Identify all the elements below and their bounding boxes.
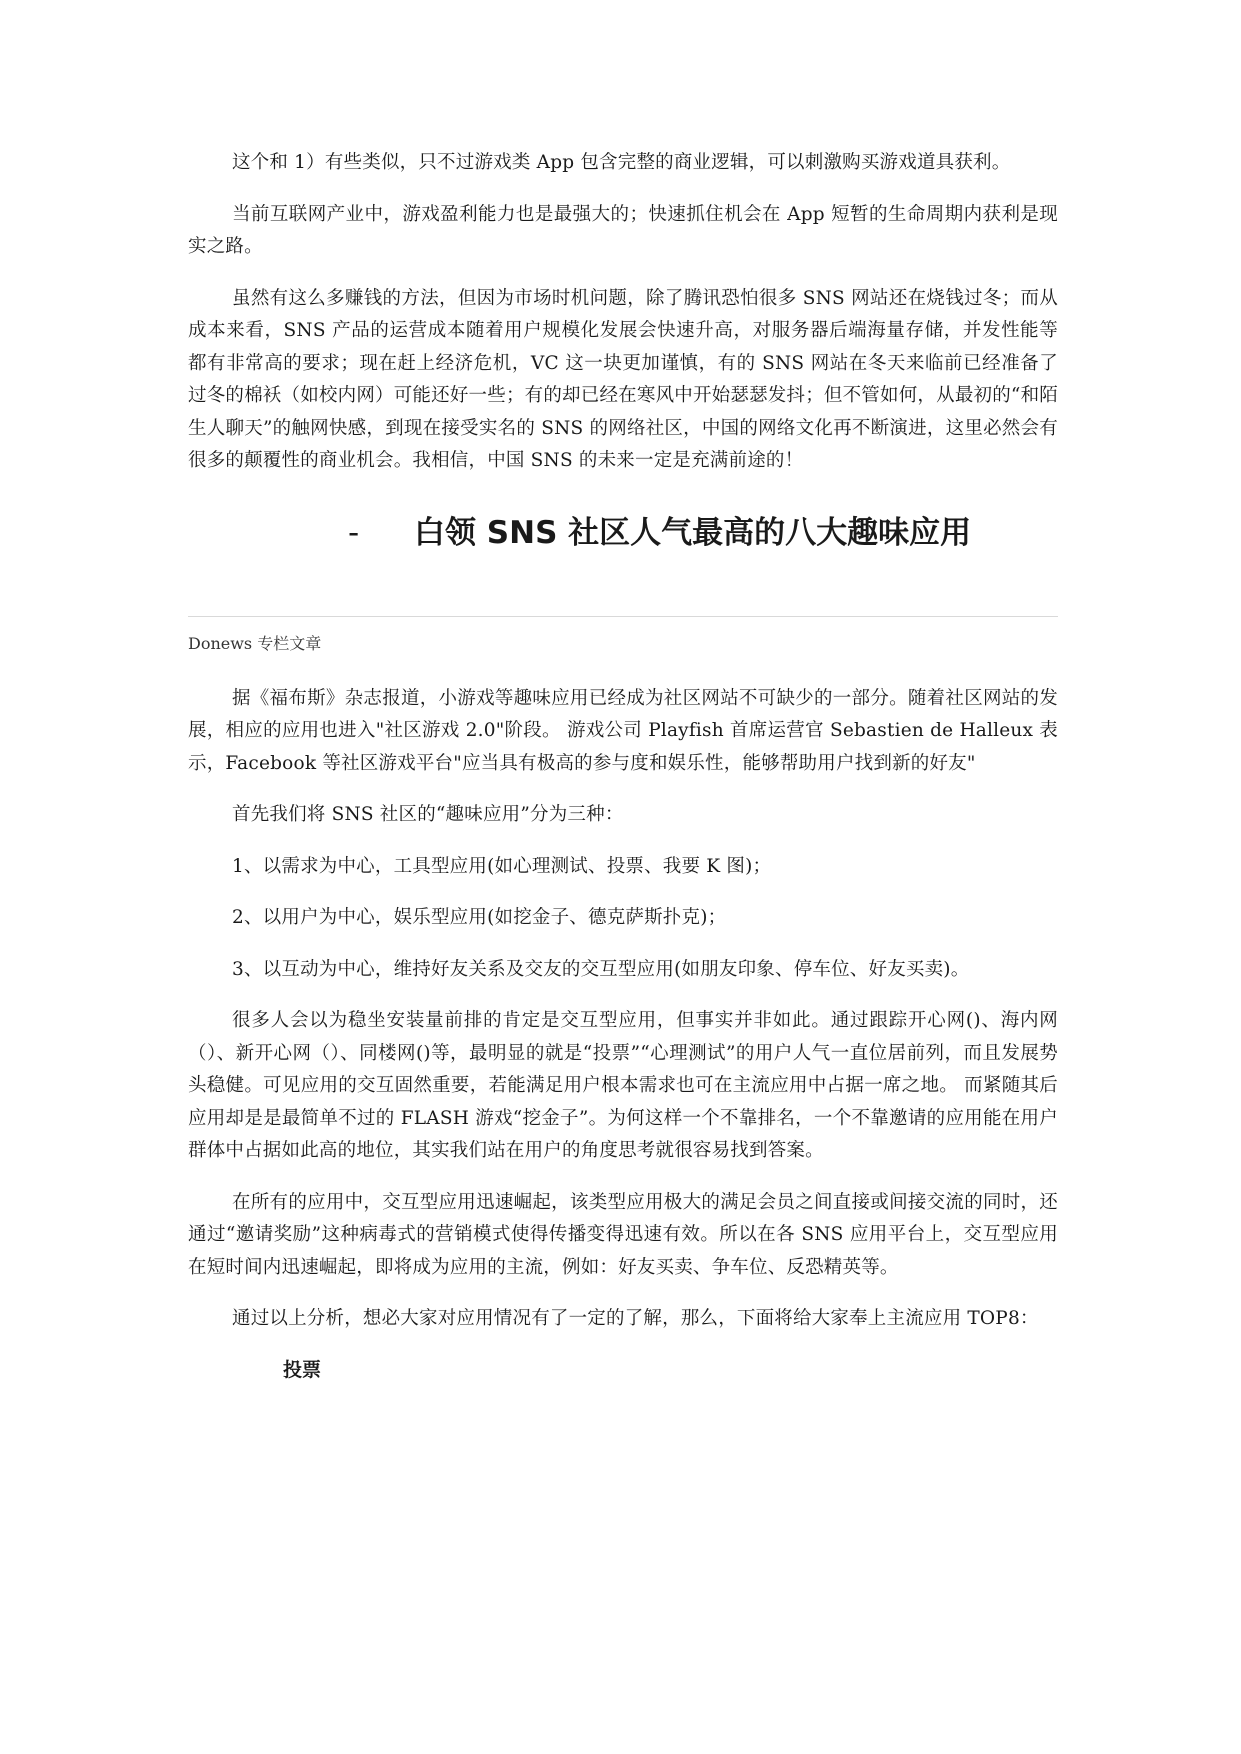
document-body — [188, 147, 1058, 1385]
paragraph: 首先我们将 SNS 社区的“趣味应用”分为三种： — [232, 804, 624, 825]
list-item: 2、以用户为中心，娱乐型应用(如挖金子、德克萨斯扑克)； — [232, 907, 727, 928]
paragraph: 据《福布斯》杂志报道，小游戏等趣味应用已经成为社区网站不可缺少的一部分。随着社区网站的发展，相应的应用也进入"社区游戏 2.0"阶段。 游戏公司 Playfish 首席运营官 Sebastien de Halleux 表示，Facebook 等社区游戏平台"应当具有极高的参与度和娱乐性，能够帮助用户找到新的好友" — [188, 687, 1058, 774]
list-item: 3、以互动为中心，维持好友关系及交友的交互型应用(如朋友印象、停车位、好友买卖)。 — [232, 958, 970, 980]
section-heading — [188, 511, 1058, 611]
paragraph: 这个和 1）有些类似，只不过游戏类 App 包含完整的商业逻辑，可以刺激购买游戏道具获利。 — [232, 152, 1011, 173]
heading-title: 白领 SNS 社区人气最高的八大趣味应用 — [414, 514, 972, 551]
divider — [188, 616, 1058, 617]
paragraph: 在所有的应用中，交互型应用迅速崛起，该类型应用极大的满足会员之间直接或间接交流的同时，还通过“邀请奖励”这种病毒式的营销模式使得传播变得迅速有效。所以在各 SNS 应用平台上，交互型应用在短时间内迅速崛起，即将成为应用的主流，例如：好友买卖、争车位、反恐精英等。 — [188, 1191, 1058, 1278]
byline: Donews 专栏文章 — [188, 633, 322, 653]
paragraph: 虽然有这么多赚钱的方法，但因为市场时机问题，除了腾讯恐怕很多 SNS 网站还在烧钱过冬；而从成本来看，SNS 产品的运营成本随着用户规模化发展会快速升高，对服务器后端海量存储，并发性能等都有非常高的要求；现在赶上经济危机，VC 这一块更加谨慎，有的 SNS 网站在冬天来临前已经准备了过冬的棉袄（如校内网）可能还好一些；有的却已经在寒风中开始瑟瑟发抖；但不管如何，从最初的“和陌生人聊天”的触网快感，到现在接受实名的 SNS 的网络社区，中国的网络文化再不断演进，这里必然会有很多的颠覆性的商业机会。我相信，中国 SNS 的未来一定是充满前途的！ — [188, 287, 1058, 471]
list-item: 1、以需求为中心，工具型应用(如心理测试、投票、我要 K 图)； — [232, 855, 772, 877]
paragraph: 通过以上分析，想必大家对应用情况有了一定的了解，那么，下面将给大家奉上主流应用 TOP8： — [232, 1308, 1039, 1329]
paragraph: 当前互联网产业中，游戏盈利能力也是最强大的；快速抓住机会在 App 短暂的生命周期内获利是现实之路。 — [188, 203, 1058, 257]
paragraph: 很多人会以为稳坐安装量前排的肯定是交互型应用，但事实并非如此。通过跟踪开心网()、海内网（）、新开心网（）、同楼网()等，最明显的就是“投票”“心理测试”的用户人气一直位居前列，而且发展势头稳健。可见应用的交互固然重要，若能满足用户根本需求也可在主流应用中占据一席之地。 而紧随其后应用却是是最简单不过的 FLASH 游戏“挖金子”。为何这样一个不靠排名，一个不靠邀请的应用能在用户群体中占据如此高的地位，其实我们站在用户的角度思考就很容易找到答案。 — [188, 1010, 1058, 1161]
subheading: 投票 — [283, 1358, 322, 1381]
heading-dash: - — [348, 514, 360, 551]
